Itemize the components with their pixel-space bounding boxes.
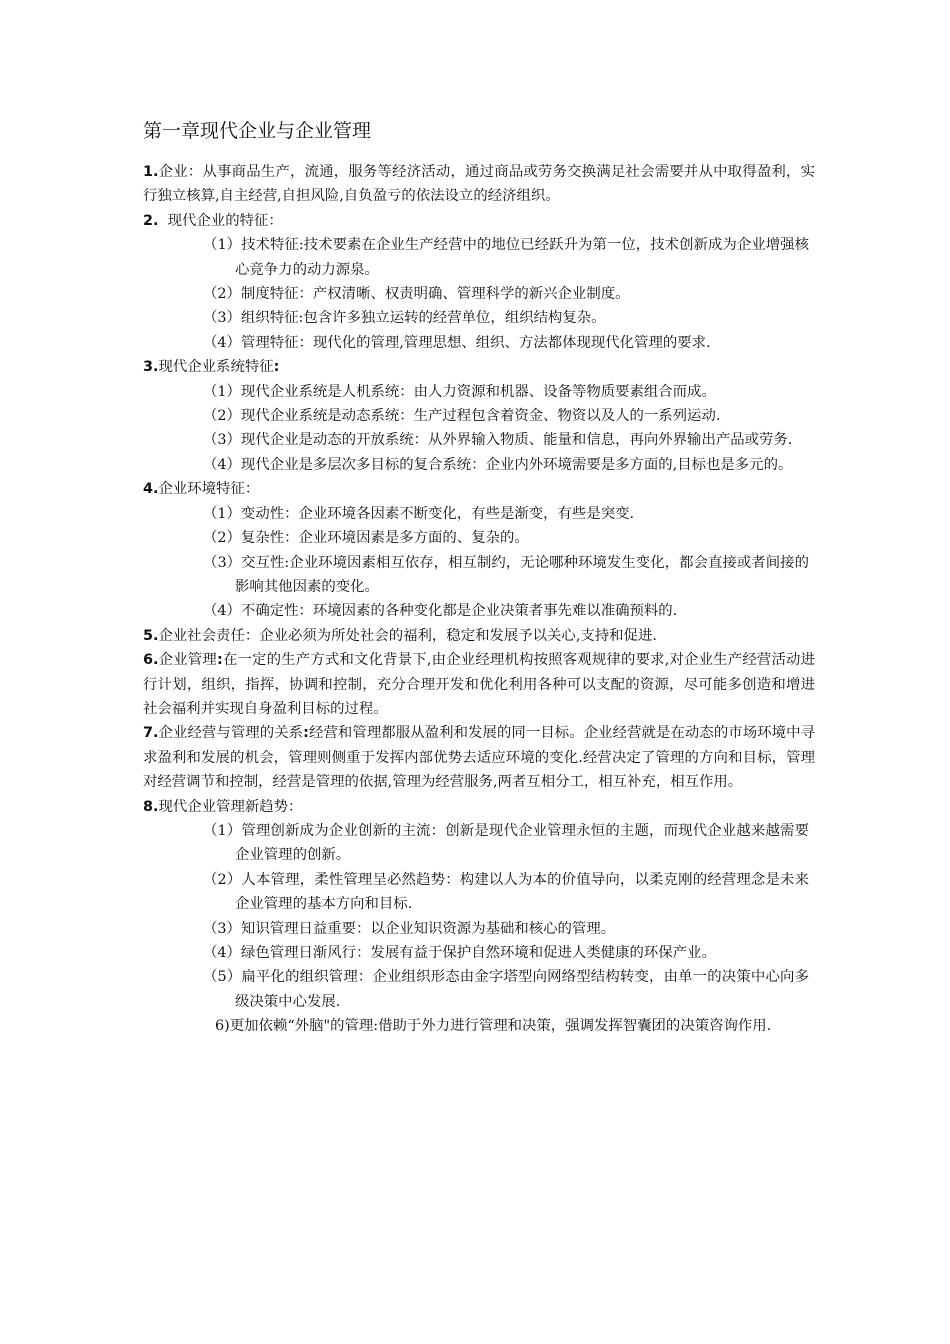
section-6 <box>143 648 815 721</box>
section-1-text: 企业：从事商品生产，流通，服务等经济活动，通过商品或劳务交换满足社会需要并从中取得盈利，实行独立核算,自主经营,自担风险,自负盈亏的依法设立的经济组织。 <box>143 164 815 205</box>
section-number: 2. <box>143 212 159 229</box>
section-number: 6. <box>143 652 159 669</box>
section-2-heading-text: 现代企业的特征： <box>158 212 283 229</box>
section-3-heading <box>143 355 815 379</box>
section-number: 8. <box>143 798 159 815</box>
section-7 <box>143 721 815 794</box>
list-item: （2）制度特征：产权清晰、权责明确、管理科学的新兴企业制度。 <box>203 286 630 303</box>
label-colon: : <box>303 725 309 742</box>
section-7-text: 经营和管理都服从盈利和发展的同一目标。企业经营就是在动态的市场环境中寻求盈利和发展的机会，管理则侧重于发挥内部优势去适应环境的变化.经营决定了管理的方向和目标，管理对经营调节和控制，经营是管理的依据,管理为经营服务,两者互相分工，相互补充，相互作用。 <box>143 725 815 791</box>
section-4-heading <box>143 477 815 501</box>
list-item: 6)更加依赖“外脑"的管理:借助于外力进行管理和决策，强调发挥智囊团的决策咨询作用. <box>215 1018 772 1035</box>
section-6-label: 企业管理 <box>158 652 217 669</box>
list-item: （4）不确定性：环境因素的各种变化都是企业决策者事先难以准确预料的. <box>203 603 678 620</box>
list-item: （5）扁平化的组织管理：企业组织形态由金字塔型向网络型结构转变，由单一的决策中心向多级决策中心发展. <box>203 969 809 1010</box>
section-5-text: 企业社会责任：企业必须为所处社会的福利，稳定和发展予以关心,支持和促进. <box>158 627 657 644</box>
section-number: 4. <box>143 481 159 498</box>
heading-colon: : <box>273 359 280 376</box>
list-item: （3）组织特征:包含许多独立运转的经营单位，组织结构复杂。 <box>203 310 606 327</box>
list-item: （1）技术特征:技术要素在企业生产经营中的地位已经跃升为第一位，技术创新成为企业增强核心竞争力的动力源泉。 <box>203 237 809 278</box>
section-number: 7. <box>143 725 159 742</box>
section-4-heading-text: 企业环境特征： <box>158 481 260 498</box>
list-item: （4）现代企业是多层次多目标的复合系统：企业内外环境需要是多方面的,目标也是多元的。 <box>203 456 793 473</box>
section-number: 5. <box>143 627 159 644</box>
section-number: 1. <box>143 164 159 180</box>
list-item: （1）现代企业系统是人机系统：由人力资源和机器、设备等物质要素组合而成。 <box>203 383 716 400</box>
section-7-label: 企业经营与管理的关系 <box>158 725 304 742</box>
list-item: （4）绿色管理日渐风行：发展有益于保护自然环境和促进人类健康的环保产业。 <box>203 945 716 961</box>
section-3-heading-text: 现代企业系统特征 <box>158 359 274 376</box>
list-item: （4）管理特征：现代化的管理,管理思想、组织、方法都体现现代化管理的要求. <box>203 334 711 351</box>
section-8-heading-text: 现代企业管理新趋势： <box>158 798 303 815</box>
list-item: （2）人本管理，柔性管理呈必然趋势：构建以人为本的价值导向，以柔克刚的经营理念是未来企业管理的基本方向和目标. <box>203 871 809 913</box>
section-5 <box>143 624 815 648</box>
label-colon: : <box>216 652 223 669</box>
section-number: 3. <box>143 359 159 376</box>
list-item: （3）交互性:企业环境因素相互依存，相互制约，无论哪种环境发生变化，都会直接或者间接的影响其他因素的变化。 <box>203 554 809 595</box>
section-2-heading <box>143 209 815 233</box>
list-item: （2）现代企业系统是动态系统：生产过程包含着资金、物资以及人的一系列运动. <box>203 408 721 425</box>
document-body <box>143 160 815 1039</box>
list-item: （1）管理创新成为企业创新的主流：创新是现代企业管理永恒的主题，而现代企业越来越需要企业管理的创新。 <box>203 822 809 864</box>
list-item: （2）复杂性：企业环境因素是多方面的、复杂的。 <box>203 530 529 547</box>
list-item: （3）知识管理日益重要：以企业知识资源为基础和核心的管理。 <box>203 920 616 937</box>
section-6-text: 在一定的生产方式和文化背景下,由企业经理机构按照客观规律的要求,对企业生产经营活动进行计划，组织，指挥，协调和控制，充分合理开发和优化利用各种可以支配的资源，尽可能多创造和增进社会福利并实现自身盈利目标的过程。 <box>143 652 815 717</box>
page-title: 第一章现代企业与企业管理 <box>143 120 372 142</box>
list-item: （1）变动性：企业环境各因素不断变化，有些是渐变，有些是突变. <box>203 505 635 522</box>
section-1 <box>143 160 815 209</box>
list-item: （3）现代企业是动态的开放系统：从外界输入物质、能量和信息，再向外界输出产品或劳务. <box>203 432 793 449</box>
section-8-heading <box>143 795 815 819</box>
